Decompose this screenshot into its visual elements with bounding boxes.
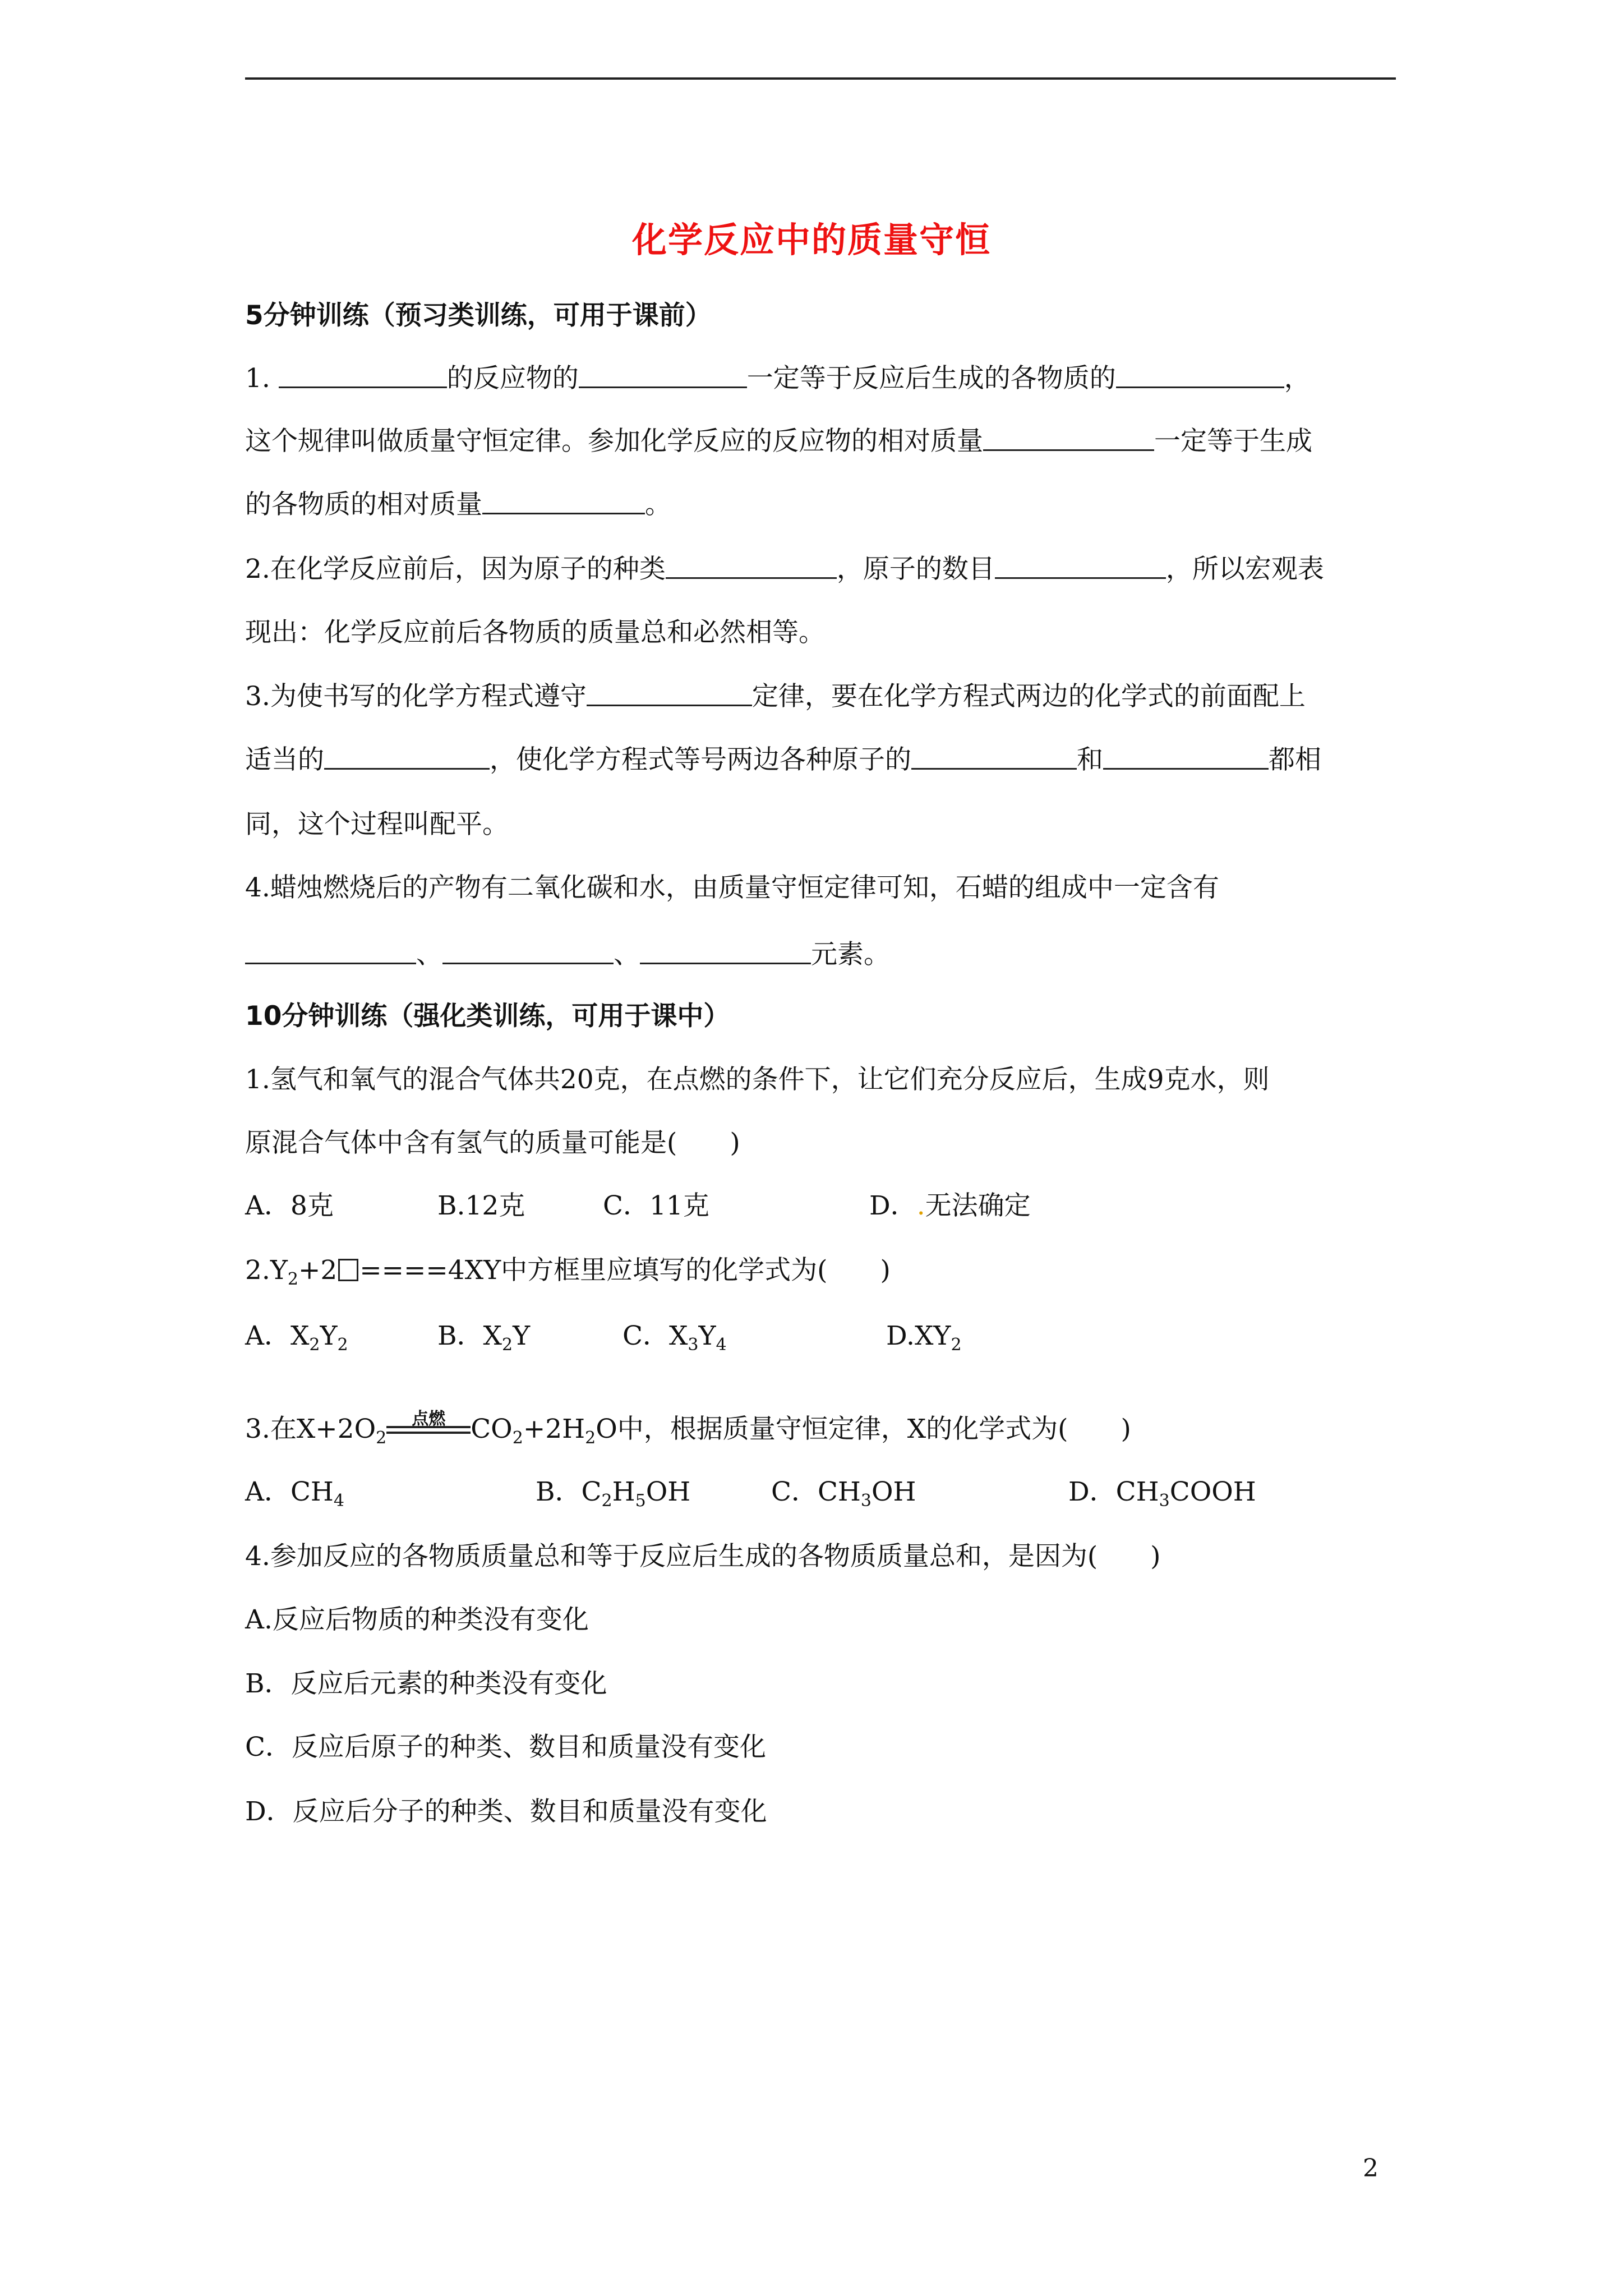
- q1-text-e: 一定等于生成: [1154, 426, 1312, 457]
- stray-dot: .: [916, 1190, 925, 1221]
- s1-q2-line1: [245, 553, 1400, 586]
- subscript: 2: [951, 1335, 962, 1355]
- q2-formula-b: +2: [298, 1255, 338, 1286]
- s2-q4-option-d[interactable]: D．反应后分子的种类、数目和质量没有变化: [245, 1796, 767, 1827]
- s2-q1-option-a[interactable]: A．8克: [245, 1190, 334, 1221]
- blank[interactable]: [640, 940, 811, 964]
- s2-q3-option-c[interactable]: [771, 1475, 916, 1518]
- option-text: H: [612, 1476, 635, 1507]
- q2-text-a: 2.在化学反应前后，因为原子的种类: [245, 554, 666, 585]
- header-rule: [245, 77, 1396, 80]
- option-d-letter: D．: [869, 1190, 917, 1221]
- blank[interactable]: [442, 940, 614, 964]
- q3-text-a: 3.为使书写的化学方程式遵守: [245, 681, 587, 712]
- s2-q1-option-c[interactable]: C．11克: [603, 1190, 709, 1221]
- q2-text-b: ，原子的数目: [836, 554, 995, 585]
- q3-text-c: 适当的: [245, 744, 324, 775]
- subscript: 3: [688, 1335, 699, 1355]
- s2-q1-option-b[interactable]: B.12克: [437, 1190, 525, 1221]
- q2-formula-a: 2.Y: [245, 1255, 288, 1286]
- q3-formula-d: O中，根据质量守恒定律，X的化学式为( ): [596, 1414, 1131, 1444]
- q3-formula-a: 3.在X+2O: [245, 1414, 376, 1444]
- subscript: 4: [333, 1491, 344, 1511]
- option-text: A．X: [245, 1320, 310, 1351]
- s2-q2-option-c[interactable]: [623, 1319, 727, 1362]
- s1-q2-line2: 现出：化学反应前后各物质的质量总和必然相等。: [245, 617, 825, 648]
- subscript: 2: [512, 1428, 523, 1448]
- q3-formula-b: CO: [471, 1414, 513, 1444]
- section1-heading: 5分钟训练（预习类训练，可用于课前）: [245, 300, 712, 331]
- q3-text-f: 都相: [1269, 744, 1321, 775]
- subscript: 5: [635, 1491, 646, 1511]
- blank[interactable]: [1103, 746, 1269, 770]
- option-text: C．CH: [771, 1476, 861, 1507]
- q4-sep: 、: [416, 939, 442, 970]
- subscript: 2: [309, 1335, 320, 1355]
- section2-heading: 10分钟训练（强化类训练，可用于课中）: [245, 1001, 730, 1032]
- option-text: C．X: [623, 1320, 688, 1351]
- blank[interactable]: [666, 555, 837, 579]
- q2-text-c: ，所以宏观表: [1165, 554, 1324, 585]
- blank[interactable]: [579, 364, 747, 388]
- s1-q1-line1: [245, 362, 1400, 395]
- q1-text-a: 的反应物的: [446, 363, 579, 394]
- s2-q3-stem: [245, 1409, 1400, 1455]
- subscript: 3: [860, 1491, 872, 1511]
- s2-q4-option-b[interactable]: B．反应后元素的种类没有变化: [245, 1668, 607, 1699]
- blank[interactable]: [911, 746, 1077, 770]
- option-text: B．X: [437, 1320, 502, 1351]
- q3-text-b: 定律，要在化学方程式两边的化学式的前面配上: [751, 681, 1306, 712]
- s2-q3-option-a[interactable]: [245, 1475, 344, 1518]
- q1-text-g: 。: [645, 489, 671, 520]
- s1-q4-line2: [245, 938, 1400, 972]
- q1-number: 1.: [245, 363, 270, 394]
- s1-q1-line2: [245, 425, 1400, 458]
- s1-q3-line3: 同，这个过程叫配平。: [245, 809, 509, 840]
- option-text: Y: [698, 1320, 716, 1351]
- subscript: 2: [287, 1269, 298, 1289]
- s1-q1-line3: [245, 488, 1400, 522]
- s2-q2-option-d[interactable]: [886, 1319, 962, 1362]
- option-text: Y: [320, 1320, 338, 1351]
- blank[interactable]: [482, 490, 645, 514]
- page-title: 化学反应中的质量守恒: [631, 219, 991, 260]
- option-text: OH: [645, 1476, 691, 1507]
- condition-label: 点燃: [412, 1409, 446, 1429]
- equals-line: [386, 1426, 471, 1428]
- s1-q3-line1: [245, 680, 1400, 714]
- s2-q1-line2: 原混合气体中含有氢气的质量可能是( ): [245, 1128, 740, 1158]
- subscript: 2: [585, 1428, 596, 1448]
- q4-sep: 、: [614, 939, 640, 970]
- s1-q4-line1: 4.蜡烛燃烧后的产物有二氧化碳和水，由质量守恒定律可知，石蜡的组成中一定含有: [245, 872, 1219, 903]
- blank[interactable]: [983, 427, 1154, 451]
- subscript: 3: [1159, 1491, 1170, 1511]
- option-text: A．CH: [245, 1476, 334, 1507]
- subscript: 4: [716, 1335, 727, 1355]
- subscript: 2: [601, 1491, 612, 1511]
- option-text: Y: [513, 1320, 531, 1351]
- s2-q2-option-a[interactable]: [245, 1319, 348, 1362]
- option-text: D.XY: [886, 1320, 951, 1351]
- page-number: 2: [1363, 2154, 1378, 2183]
- q1-text-f: 的各物质的相对质量: [245, 489, 482, 520]
- q1-text-b: 一定等于反应后生成的各物质的: [746, 363, 1116, 394]
- q4-text-end: 元素。: [811, 939, 890, 970]
- q1-text-d: 这个规律叫做质量守恒定律。参加化学反应的反应物的相对质量: [245, 426, 983, 457]
- subscript: 2: [337, 1335, 348, 1355]
- s2-q1-line1: 1.氢气和氧气的混合气体共20克，在点燃的条件下，让它们充分反应后，生成9克水，则: [245, 1064, 1270, 1095]
- blank[interactable]: [245, 940, 416, 964]
- s2-q4-option-a[interactable]: A.反应后物质的种类没有变化: [245, 1604, 589, 1635]
- option-text: B．C: [536, 1476, 602, 1507]
- q3-text-d: ，使化学方程式等号两边各种原子的: [490, 744, 911, 775]
- blank[interactable]: [324, 746, 490, 770]
- s1-q3-line2: [245, 743, 1400, 777]
- s2-q2-stem: [245, 1254, 1400, 1296]
- q3-formula-c: +2H: [523, 1414, 585, 1444]
- option-text: COOH: [1169, 1476, 1256, 1507]
- s2-q1-option-d[interactable]: [869, 1189, 1031, 1223]
- subscript: 2: [376, 1428, 387, 1448]
- subscript: 2: [502, 1335, 513, 1355]
- q2-formula-c: ====4XY中方框里应填写的化学式为( ): [359, 1255, 891, 1286]
- s2-q2-option-b[interactable]: [437, 1319, 530, 1362]
- equals-line: [386, 1432, 471, 1434]
- blank[interactable]: [587, 682, 752, 706]
- blank-box-icon[interactable]: [338, 1259, 358, 1281]
- q1-text-c: ，: [1284, 363, 1311, 394]
- reaction-condition: [386, 1409, 471, 1446]
- q3-text-e: 和: [1077, 744, 1103, 775]
- s2-q4-option-c[interactable]: C．反应后原子的种类、数目和质量没有变化: [245, 1732, 766, 1763]
- blank[interactable]: [1116, 364, 1284, 388]
- s2-q3-option-d[interactable]: [1068, 1475, 1256, 1518]
- s2-q4-stem: 4.参加反应的各物质质量总和等于反应后生成的各物质质量总和，是因为( ): [245, 1541, 1161, 1572]
- s2-q3-option-b[interactable]: [536, 1475, 690, 1518]
- blank[interactable]: [995, 555, 1166, 579]
- option-d-text: 无法确定: [925, 1190, 1031, 1221]
- option-text: OH: [872, 1476, 916, 1507]
- option-text: D．CH: [1068, 1476, 1159, 1507]
- blank[interactable]: [279, 364, 447, 388]
